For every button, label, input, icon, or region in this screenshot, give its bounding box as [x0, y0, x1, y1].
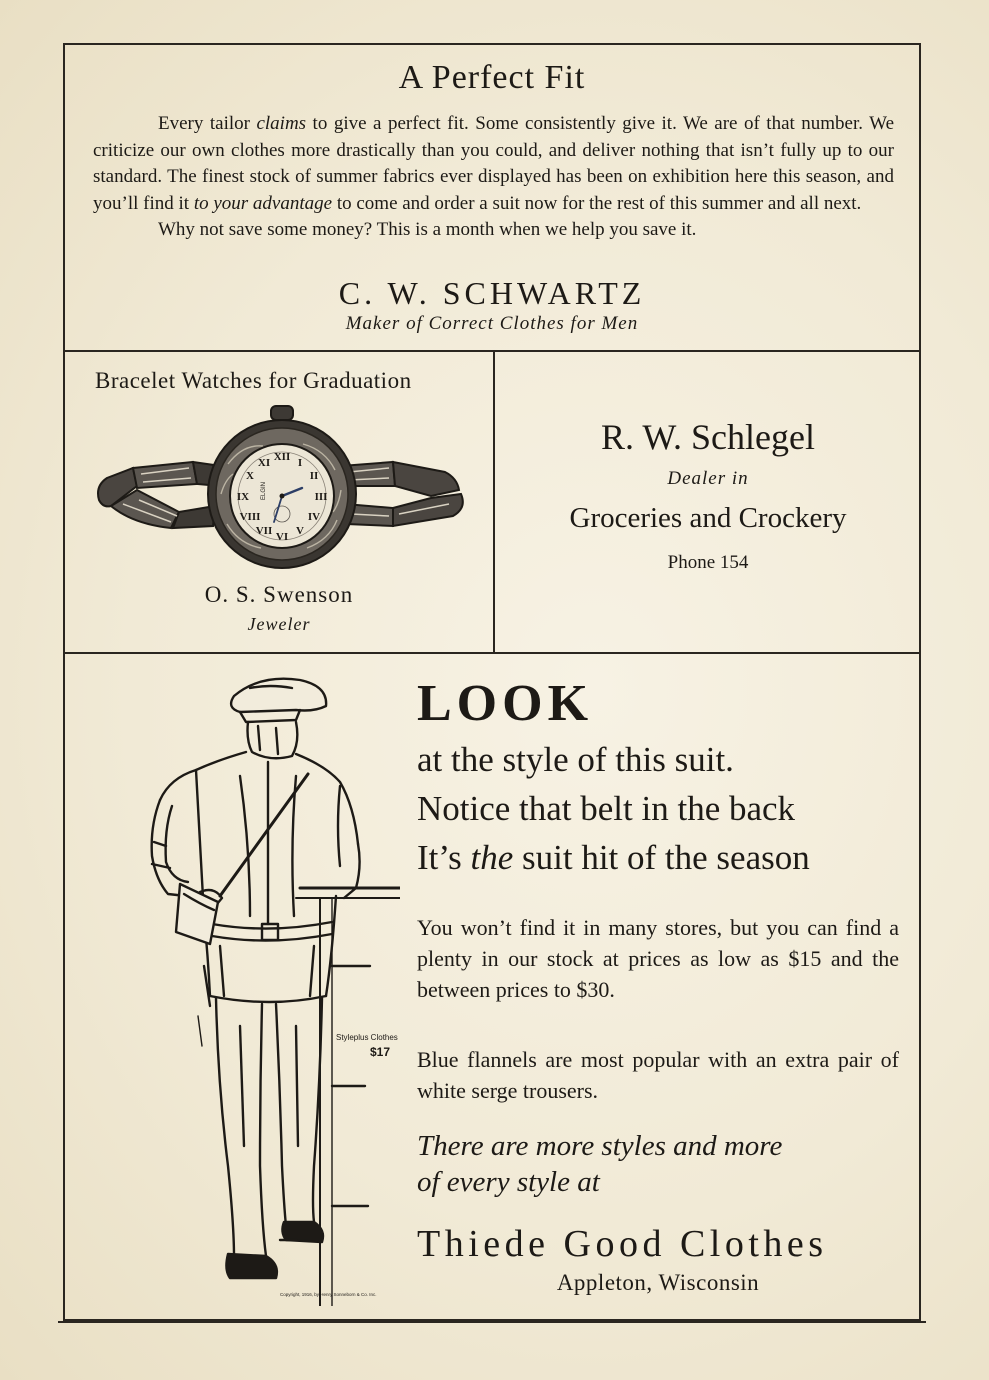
bracelet-watch-illustration [93, 404, 473, 574]
thiede-paragraph-1: You won’t find it in many stores, but you can find a plenty in our stock at prices as low as $15 and the between prices to $30. [417, 915, 899, 1002]
man-in-suit-illustration [100, 666, 400, 1306]
swenson-name: O. S. Swenson [204, 582, 354, 607]
divider-1 [65, 350, 919, 352]
svg-text:VI: VI [275, 531, 289, 543]
headline-3-a: It’s [417, 838, 471, 877]
schwartz-name: C. W. SCHWARTZ [338, 275, 646, 311]
svg-text:X: X [246, 470, 254, 482]
svg-text:XII: XII [273, 451, 291, 463]
schlegel-name: R. W. Schlegel [601, 417, 815, 457]
dial-brand-text: ELGIN [261, 481, 267, 500]
schwartz-paragraph-1 [93, 111, 894, 217]
thiede-italic-line-1: There are more styles and more [417, 1130, 783, 1162]
schwartz-text-a: Every tailor [158, 113, 257, 134]
swenson-ad [65, 354, 493, 654]
svg-text:XI: XI [257, 457, 271, 469]
page-frame [63, 43, 921, 1321]
svg-text:IV: IV [307, 511, 321, 523]
headline-1: at the style of this suit. [417, 740, 734, 779]
thiede-italic-slogan [417, 1128, 899, 1200]
thiede-city: Appleton, Wisconsin [556, 1270, 760, 1295]
svg-text:VII: VII [255, 525, 273, 537]
svg-text:III: III [314, 491, 328, 503]
swenson-role: Jeweler [247, 614, 311, 634]
thiede-paragraph-2: Blue flannels are most popular with an extra pair of white serge trousers. [417, 1047, 899, 1103]
headline-2: Notice that belt in the back [417, 789, 796, 828]
schwartz-text-advantage: to your advantage [193, 192, 333, 214]
bottom-rule [58, 1321, 926, 1323]
schwartz-body [93, 111, 894, 244]
illustration-price: $17 [370, 1045, 391, 1059]
thiede-italic-line-2: of every style at [417, 1166, 600, 1198]
svg-text:VIII: VIII [239, 511, 261, 523]
schwartz-title: A Perfect Fit [398, 59, 586, 96]
illustration-copyright: Copyright, 1916, by Henry Sonneborn & Co. Inc. [280, 1292, 377, 1297]
svg-text:V: V [296, 525, 304, 537]
schlegel-dealer-in: Dealer in [667, 468, 749, 489]
schwartz-text-c: to come and order a suit now for the rest of this summer and all next. [332, 192, 862, 214]
schlegel-phone: Phone 154 [667, 552, 749, 573]
headline-3-b: suit hit of the season [513, 838, 810, 877]
thiede-ad [65, 654, 921, 1321]
headline-3 [417, 838, 810, 878]
thiede-store-name: Thiede Good Clothes [417, 1223, 828, 1265]
swenson-title: Bracelet Watches for Graduation [95, 368, 412, 393]
schlegel-goods: Groceries and Crockery [569, 502, 847, 534]
look-heading: LOOK [417, 675, 594, 732]
svg-text:I: I [297, 457, 303, 469]
schwartz-text-claims: claims [256, 113, 307, 134]
svg-text:II: II [309, 470, 319, 482]
schlegel-ad [495, 354, 921, 654]
headline-3-the: the [470, 838, 514, 877]
illustration-label: Styleplus Clothes [336, 1033, 398, 1042]
schwartz-tagline: Maker of Correct Clothes for Men [345, 313, 639, 334]
svg-text:IX: IX [236, 491, 250, 503]
schwartz-text-b: to give a perfect fit. Some consistently give it. We are of that number. We criticize our own clothes more drastically than you could, and deliver nothing that isn’t fully up to our standard. The finest stock of summer fabrics ever displayed has been on exhibition here this season, and you’ll find it [93, 113, 894, 214]
schwartz-paragraph-2: Why not save some money? This is a month when we help you save it. [158, 219, 697, 240]
